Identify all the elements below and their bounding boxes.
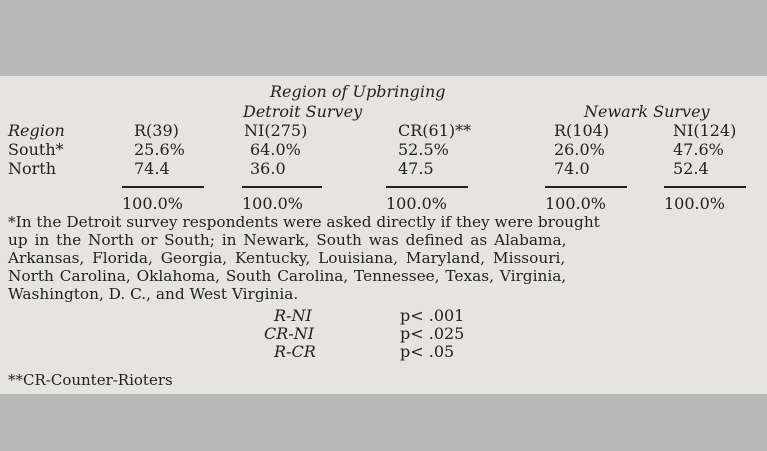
- abbrev-note: **CR-Counter-Rioters: [8, 371, 173, 389]
- cell: 26.0%: [554, 140, 605, 159]
- col-region: Region: [8, 121, 65, 140]
- cell: 47.5: [398, 159, 434, 178]
- sig-p: p< .001: [400, 306, 465, 325]
- col-cr-detroit: [398, 123, 471, 139]
- table-title: Region of Upbringing: [270, 82, 446, 101]
- total-rule: [545, 186, 627, 188]
- total-rule: [242, 186, 322, 188]
- total-cell: 100.0%: [664, 194, 726, 213]
- cell: 52.5%: [398, 140, 449, 159]
- sig-pair: CR-NI: [264, 324, 315, 343]
- total-cell: 100.0%: [242, 194, 304, 213]
- cell: 47.6%: [673, 140, 724, 159]
- col-r-newark-label: R(104): [554, 121, 610, 140]
- col-cr-detroit-label: CR(61)**: [398, 121, 472, 140]
- cell: 64.0%: [250, 140, 301, 159]
- footnote-line: up in the North or South; in Newark, South was defined as Alabama,: [8, 231, 567, 249]
- col-ni-newark: [673, 123, 736, 139]
- col-r-detroit-label: R(39): [134, 121, 179, 140]
- newark-survey-header: Newark Survey: [584, 102, 710, 121]
- col-ni-newark-label: NI(124): [673, 121, 737, 140]
- total-cell: 100.0%: [545, 194, 607, 213]
- row-label-north: North: [8, 159, 57, 178]
- total-rule: [122, 186, 204, 188]
- total-rule: [664, 186, 746, 188]
- col-ni-detroit-label: NI(275): [244, 121, 308, 140]
- total-cell: 100.0%: [122, 194, 184, 213]
- col-r-newark: [554, 123, 609, 139]
- sig-p: p< .025: [400, 324, 465, 343]
- cell: 74.4: [134, 159, 170, 178]
- sig-p: p< .05: [400, 342, 455, 361]
- total-cell: 100.0%: [386, 194, 448, 213]
- detroit-survey-header: Detroit Survey: [243, 102, 363, 121]
- sig-pair: R-CR: [274, 342, 316, 361]
- document-page: [0, 76, 767, 394]
- cell: 74.0: [554, 159, 590, 178]
- row-label-south: South*: [8, 140, 64, 159]
- footnote-line: Arkansas, Florida, Georgia, Kentucky, Louisiana, Maryland, Missouri,: [8, 249, 566, 267]
- cell: 25.6%: [134, 140, 185, 159]
- total-rule: [386, 186, 468, 188]
- sig-pair: R-NI: [274, 306, 312, 325]
- cell: 52.4: [673, 159, 709, 178]
- footnote-line: *In the Detroit survey respondents were asked directly if they were brought: [8, 213, 600, 231]
- footnote-line: Washington, D. C., and West Virginia.: [8, 285, 299, 303]
- col-ni-detroit: [244, 123, 307, 139]
- footnote-line: North Carolina, Oklahoma, South Carolina, Tennessee, Texas, Virginia,: [8, 267, 567, 285]
- cell: 36.0: [250, 159, 286, 178]
- col-r-detroit: [134, 123, 179, 139]
